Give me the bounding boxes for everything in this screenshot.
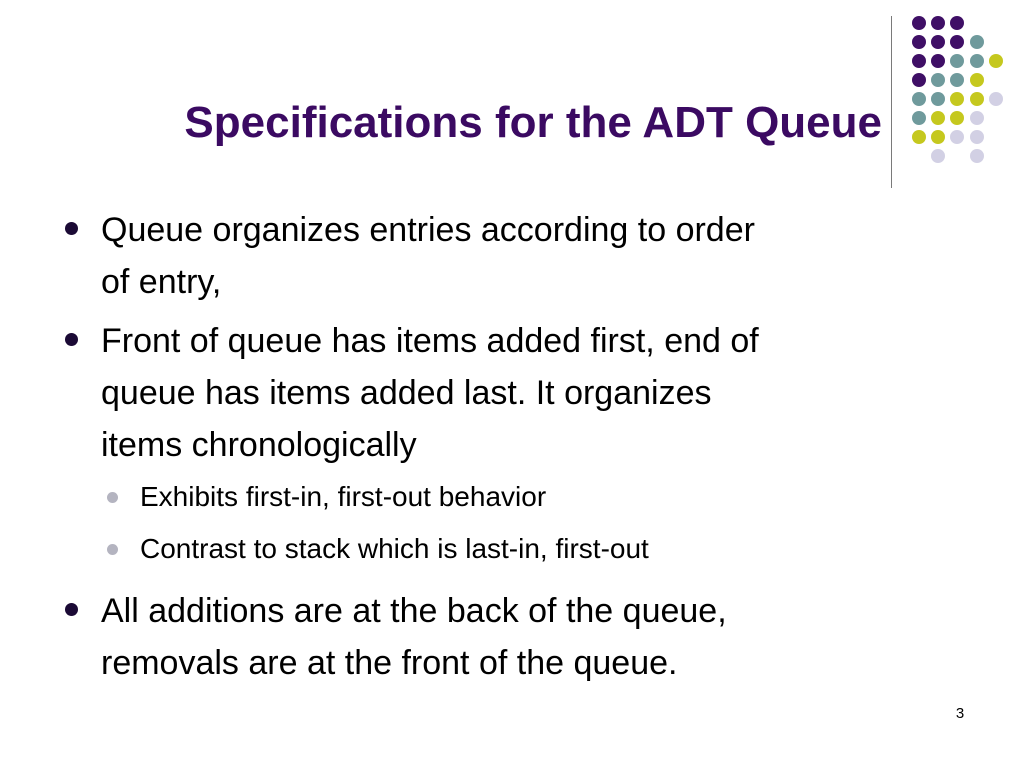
bullet-line: Front of queue has items added first, end of — [101, 322, 759, 360]
bullet-item — [101, 204, 755, 308]
bullet-marker — [107, 492, 118, 503]
bullet-line: of entry, — [101, 263, 222, 301]
bullet-line: All additions are at the back of the queue, — [101, 592, 727, 630]
bullet-line: Contrast to stack which is last-in, first-out — [140, 533, 649, 564]
bullet-line: Queue organizes entries according to order — [101, 211, 755, 249]
bullet-line: queue has items added last. It organizes — [101, 374, 712, 412]
bullet-item — [101, 585, 727, 689]
bullet-marker — [65, 333, 78, 346]
sub-bullet-item — [140, 530, 649, 568]
bullet-marker — [107, 544, 118, 555]
bullet-item — [101, 315, 759, 471]
page-number: 3 — [955, 705, 965, 722]
bullet-marker — [65, 222, 78, 235]
bullet-line: Exhibits first-in, first-out behavior — [140, 481, 547, 512]
sub-bullet-item — [140, 478, 546, 516]
slide-title: Specifications for the ADT Queue — [184, 98, 882, 147]
bullet-marker — [65, 603, 78, 616]
bullet-line: removals are at the front of the queue. — [101, 644, 678, 682]
bullet-line: items chronologically — [101, 426, 417, 464]
